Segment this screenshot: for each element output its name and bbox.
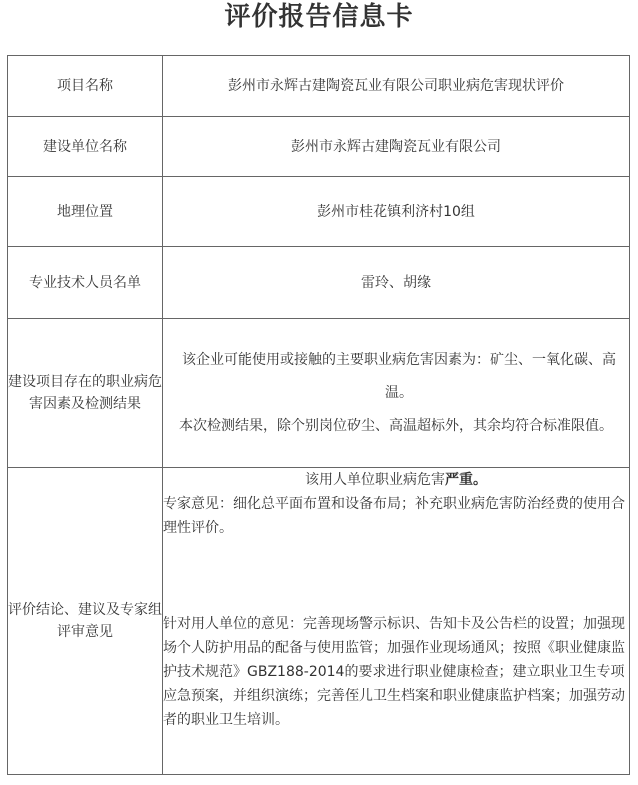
severity-prefix: 该用人单位职业病危害: [305, 472, 445, 488]
row-label-conclusion: 评价结论、建议及专家组评审意见: [8, 468, 163, 775]
table-row: [8, 177, 630, 247]
table-row: [8, 468, 630, 775]
severity-statement: [163, 468, 629, 492]
conclusion-cell: [163, 468, 630, 775]
unit-opinion-text: 针对用人单位的意见：完善现场警示标识、告知卡及公告栏的设置；加强现场个人防护用品的配备与使用监管；加强作业现场通风；按照《职业健康监护技术规范》GBZ188-2014的要求进行职业健康检查；建立职业卫生专项应急预案，并组织演练；完善侄儿卫生档案和职业健康监护档案；加强劳动者的职业卫生培训。: [163, 616, 625, 728]
hazard-factors-cell: [163, 319, 630, 468]
hazard-factors-text: 该企业可能使用或接触的主要职业病危害因素为：矿尘、一氧化碳、高温。: [182, 351, 616, 401]
severity-value: 严重。: [445, 472, 487, 488]
row-label-builder: 建设单位名称: [8, 117, 163, 177]
row-value-staff: 雷玲、胡缘: [163, 247, 630, 319]
row-label-location: 地理位置: [8, 177, 163, 247]
table-row: [8, 117, 630, 177]
row-label-hazard-factors: 建设项目存在的职业病危害因素及检测结果: [8, 319, 163, 468]
detection-result-text: 本次检测结果，除个别岗位矽尘、高温超标外，其余均符合标准限值。: [179, 417, 613, 434]
row-label-project-name: 项目名称: [8, 56, 163, 117]
row-value-location: 彭州市桂花镇利济村10组: [163, 177, 630, 247]
row-value-builder: 彭州市永辉古建陶瓷瓦业有限公司: [163, 117, 630, 177]
table-row: [8, 319, 630, 468]
info-card-table: [7, 55, 630, 775]
expert-opinion-text: 专家意见：细化总平面布置和设备布局；补充职业病危害防治经费的使用合理性评价。: [163, 496, 625, 536]
row-value-project-name: 彭州市永辉古建陶瓷瓦业有限公司职业病危害现状评价: [163, 56, 630, 117]
table-row: [8, 247, 630, 319]
table-row: [8, 56, 630, 117]
spacer: [163, 540, 629, 612]
page-title: 评价报告信息卡: [224, 2, 414, 32]
row-label-staff: 专业技术人员名单: [8, 247, 163, 319]
